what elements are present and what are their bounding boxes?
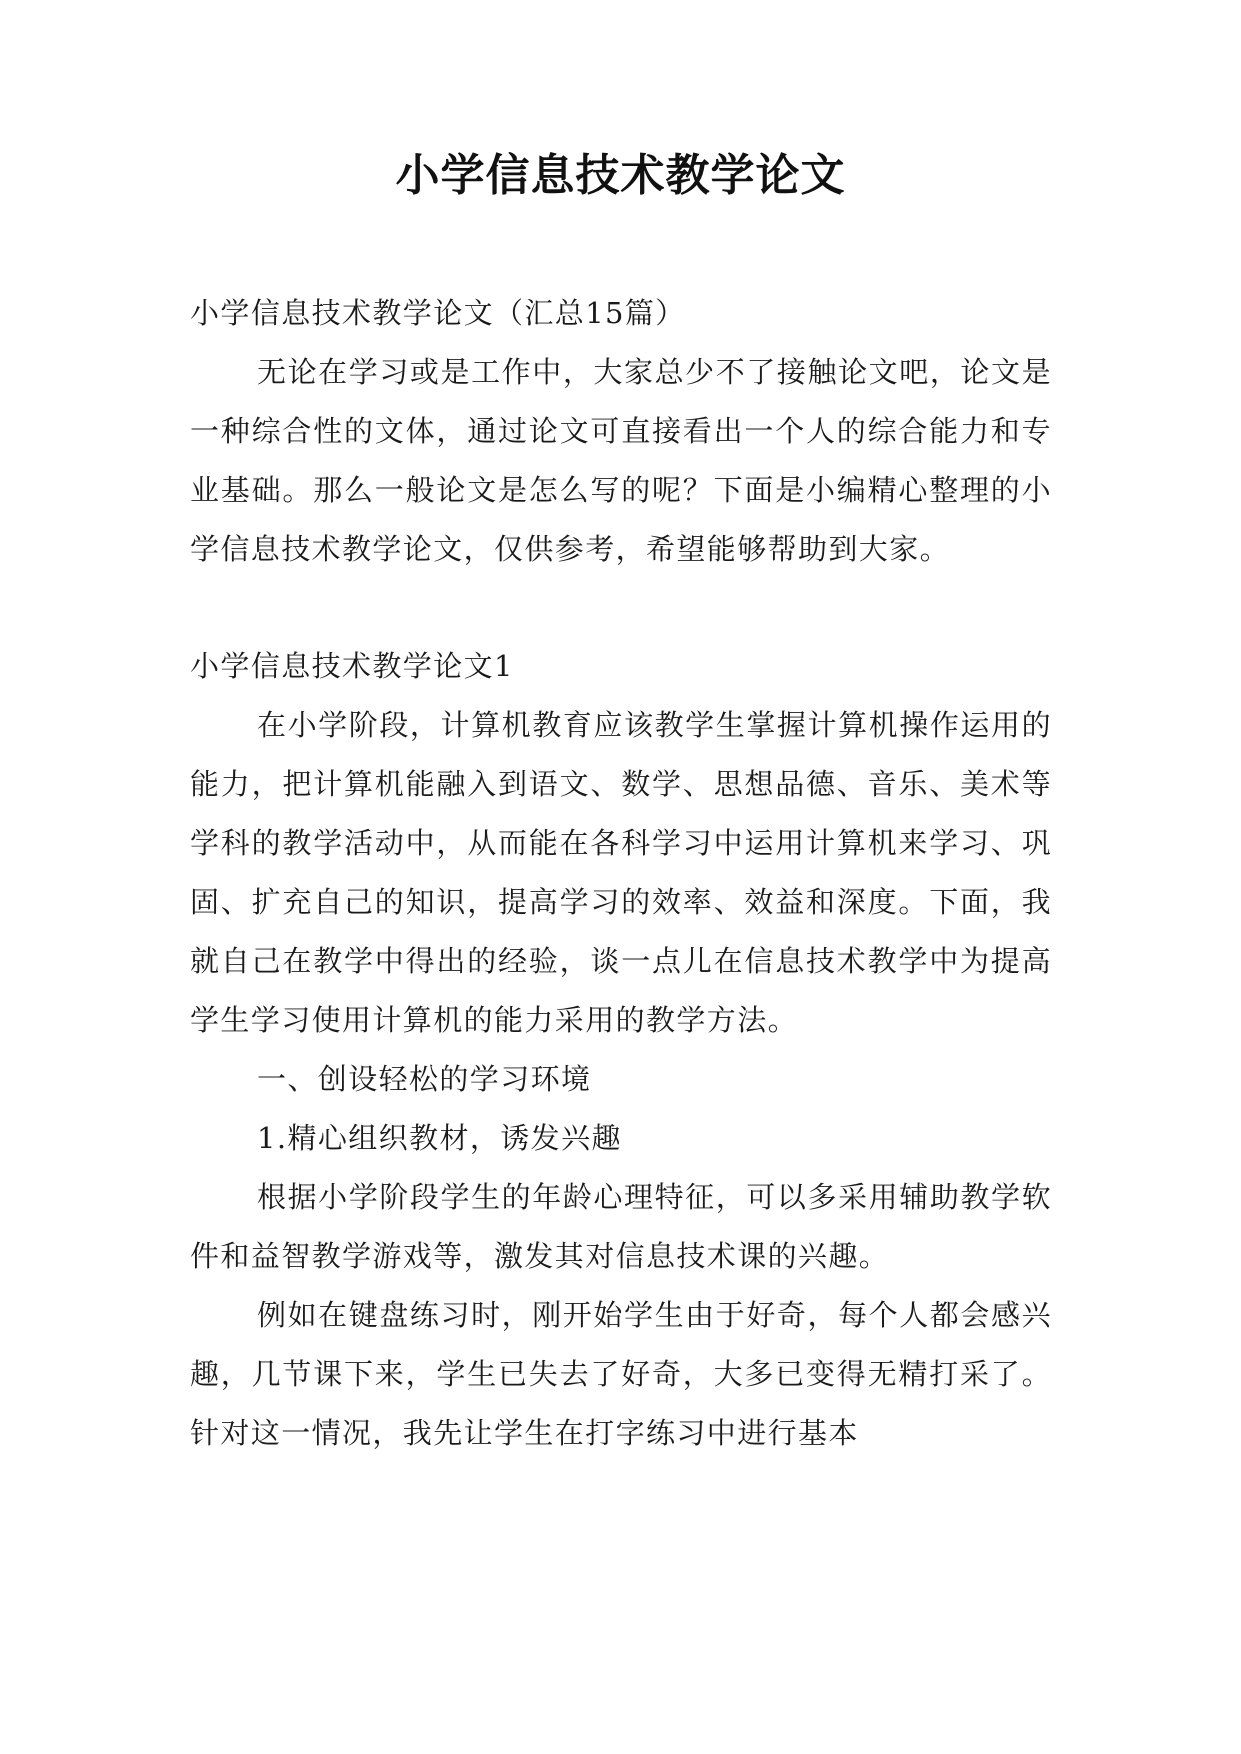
intro-paragraph: 无论在学习或是工作中，大家总少不了接触论文吧，论文是一种综合性的文体，通过论文可直接看出一个人的综合能力和专业基础。那么一般论文是怎么写的呢？下面是小编精心整理的小学信息技术教学论文，仅供参考，希望能够帮助到大家。 <box>190 355 1052 566</box>
document-subtitle: 小学信息技术教学论文（汇总15篇） <box>190 296 686 330</box>
document-title: 小学信息技术教学论文 <box>395 150 846 201</box>
subsection-item-heading: 1.精心组织教材，诱发兴趣 <box>257 1121 622 1155</box>
body-paragraph: 例如在键盘练习时，刚开始学生由于好奇，每个人都会感兴趣，几节课下来，学生已失去了好奇，大多已变得无精打采了。针对这一情况，我先让学生在打字练习中进行基本 <box>190 1298 1052 1450</box>
subsection-heading: 一、创设轻松的学习环境 <box>257 1062 592 1096</box>
document-body <box>190 284 1052 1463</box>
body-paragraph: 在小学阶段，计算机教育应该教学生掌握计算机操作运用的能力，把计算机能融入到语文、数学、思想品德、音乐、美术等学科的教学活动中，从而能在各科学习中运用计算机来学习、巩固、扩充自己的知识，提高学习的效率、效益和深度。下面，我就自己在教学中得出的经验，谈一点儿在信息技术教学中为提高学生学习使用计算机的能力采用的教学方法。 <box>190 708 1052 1037</box>
body-paragraph: 根据小学阶段学生的年龄心理特征，可以多采用辅助教学软件和益智教学游戏等，激发其对信息技术课的兴趣。 <box>190 1180 1052 1273</box>
section-heading: 小学信息技术教学论文1 <box>190 649 514 683</box>
